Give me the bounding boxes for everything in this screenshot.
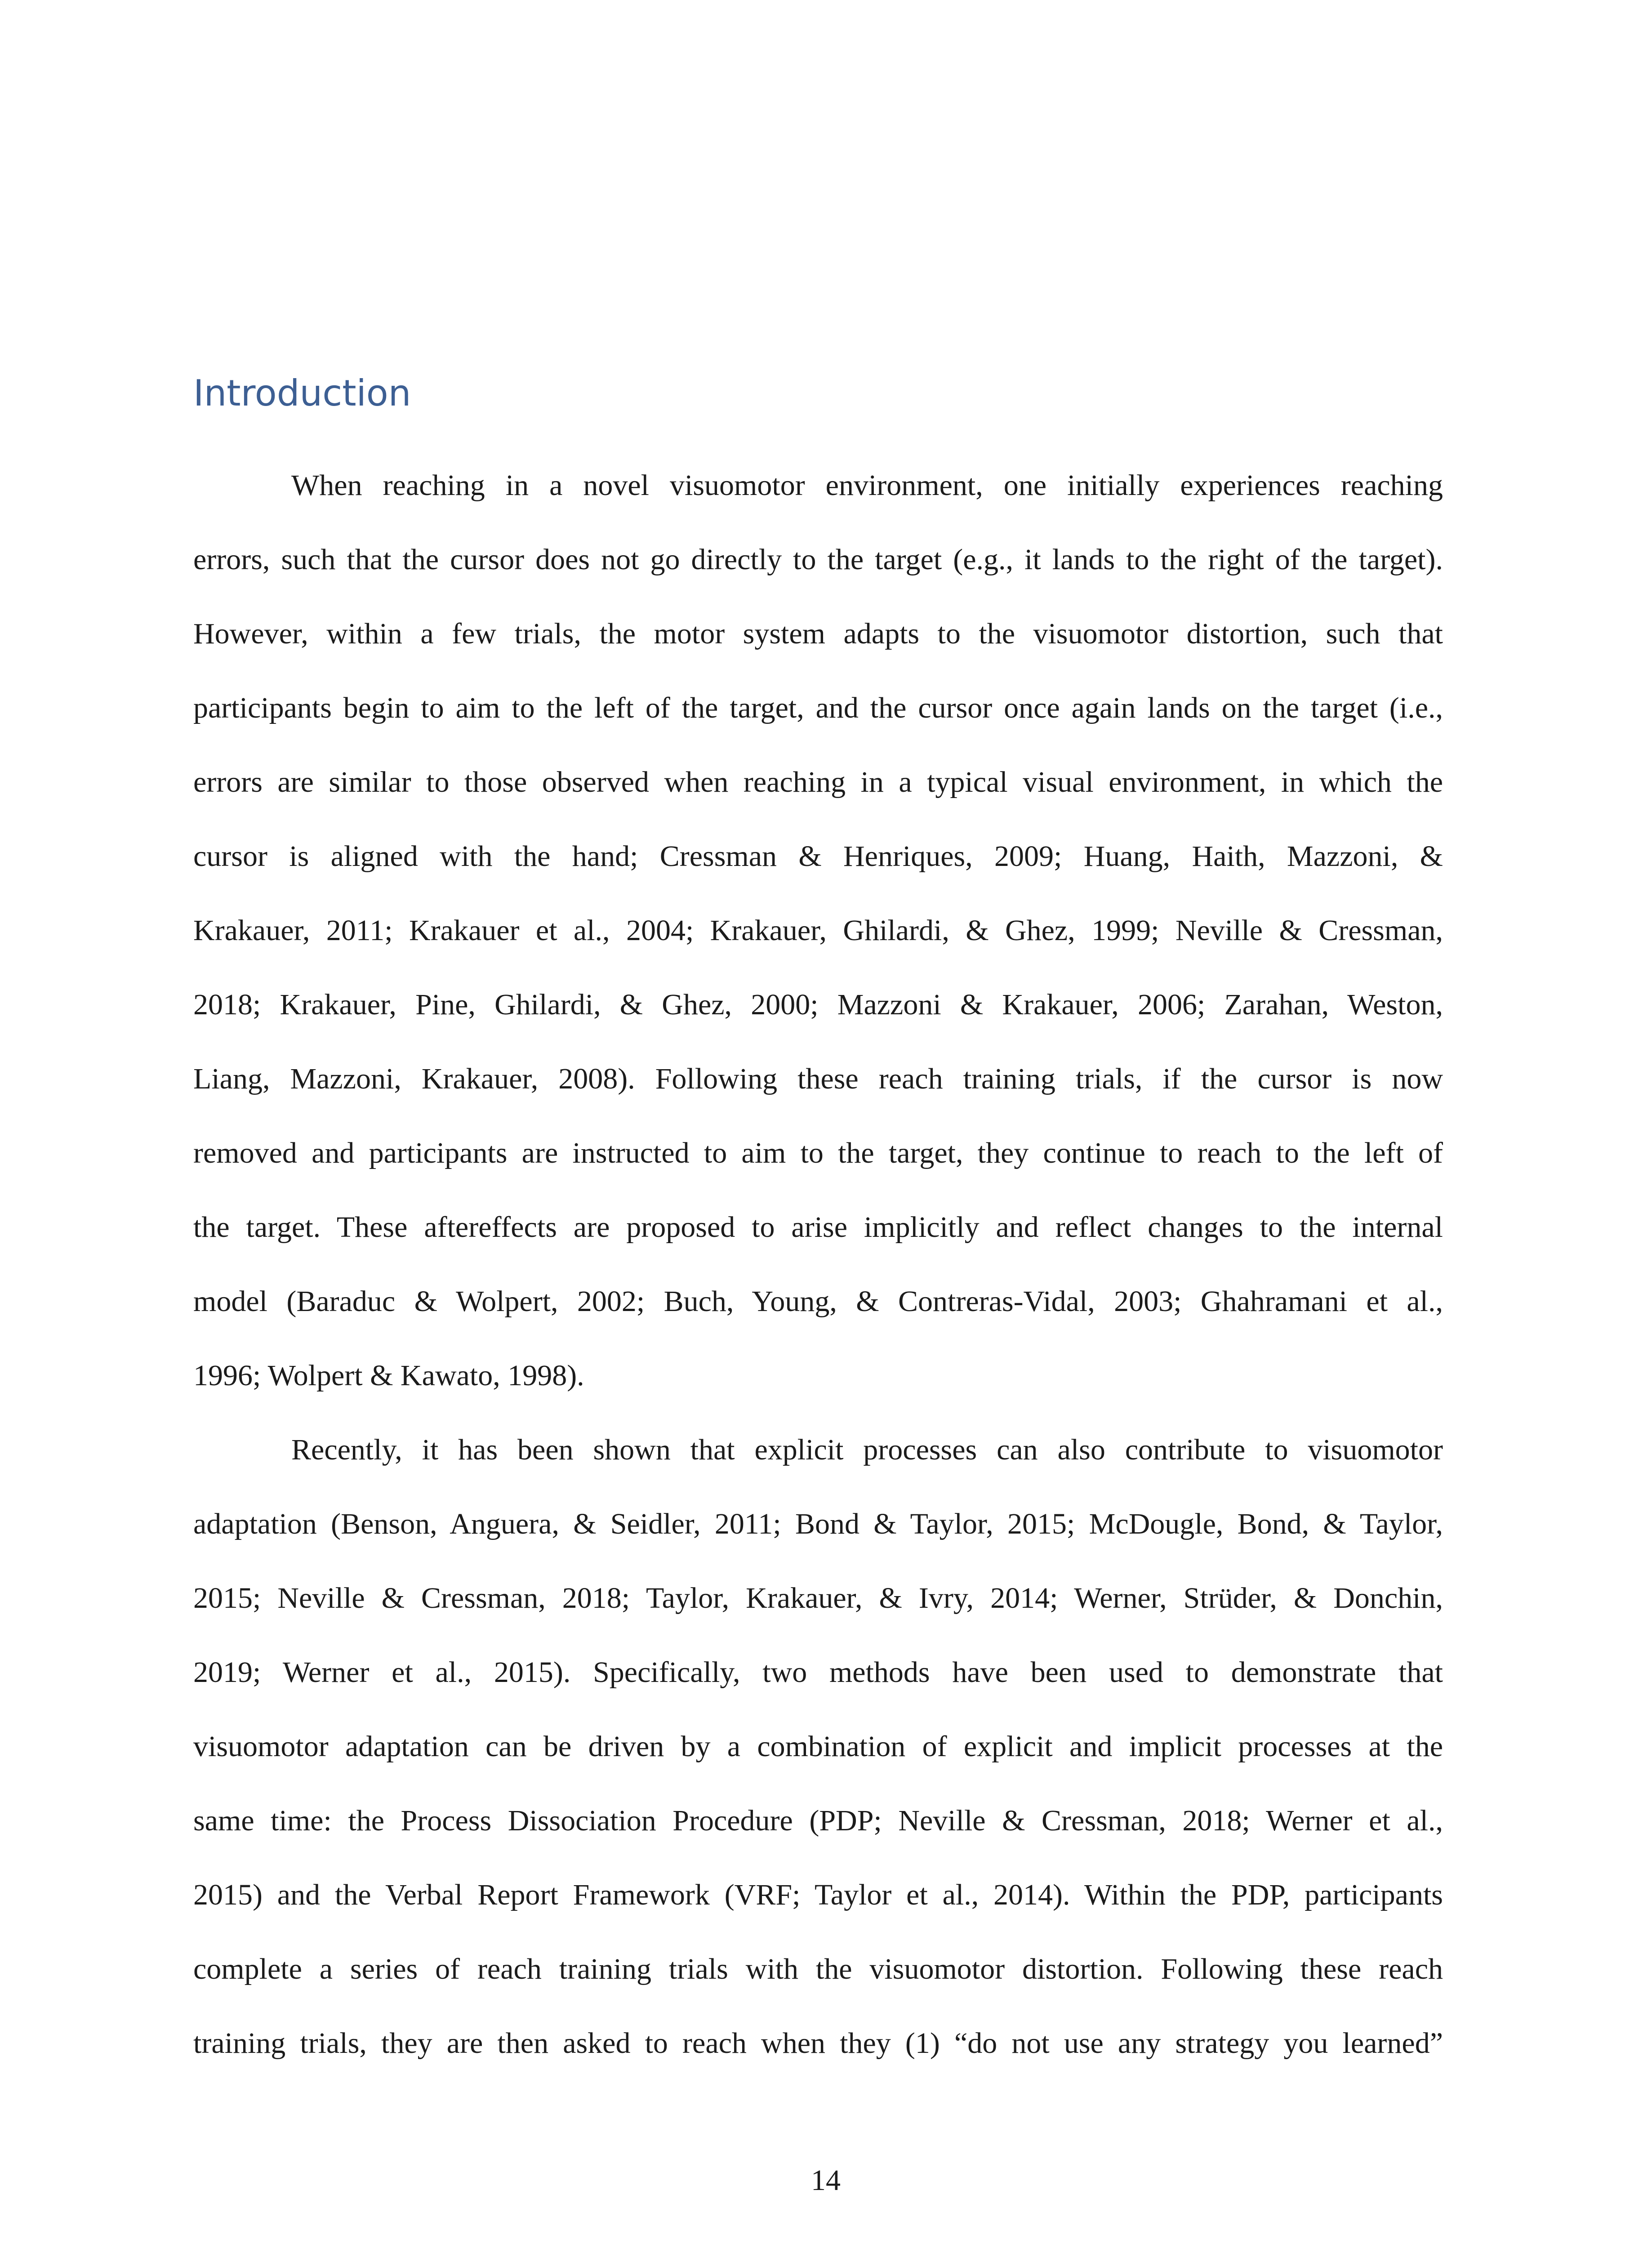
text-line: model (Baraduc & Wolpert, 2002; Buch, Young, & Contreras-Vidal, 2003; Ghahramani et al., (193, 1285, 1443, 1318)
text-line: complete a series of reach training trials with the visuomotor distortion. Following these reach (193, 1953, 1443, 1985)
text-line: errors, such that the cursor does not go directly to the target (e.g., it lands to the right of the target). (193, 543, 1443, 576)
text-line: Recently, it has been shown that explicit processes can also contribute to visuomotor (291, 1433, 1443, 1466)
text-line: 2018; Krakauer, Pine, Ghilardi, & Ghez, 2000; Mazzoni & Krakauer, 2006; Zarahan, Weston, (193, 988, 1443, 1021)
text-line: 2019; Werner et al., 2015). Specifically, two methods have been used to demonstrate that (193, 1656, 1443, 1689)
text-line: adaptation (Benson, Anguera, & Seidler, 2011; Bond & Taylor, 2015; McDougle, Bond, & Taylor, (193, 1508, 1443, 1540)
text-line: the target. These aftereffects are proposed to arise implicitly and reflect changes to the internal (193, 1211, 1443, 1244)
section-heading: Introduction (193, 372, 411, 414)
text-line: participants begin to aim to the left of the target, and the cursor once again lands on the target (i.e., (193, 691, 1443, 724)
text-line: 2015; Neville & Cressman, 2018; Taylor, Krakauer, & Ivry, 2014; Werner, Strüder, & Donchin, (193, 1582, 1443, 1615)
page-number: 14 (811, 2164, 841, 2197)
text-line: 1996; Wolpert & Kawato, 1998). (193, 1359, 584, 1392)
text-line: cursor is aligned with the hand; Cressman & Henriques, 2009; Huang, Haith, Mazzoni, & (193, 840, 1443, 873)
text-line: When reaching in a novel visuomotor environment, one initially experiences reaching (291, 469, 1443, 502)
text-line: same time: the Process Dissociation Procedure (PDP; Neville & Cressman, 2018; Werner et al., (193, 1804, 1443, 1837)
text-line: Liang, Mazzoni, Krakauer, 2008). Following these reach training trials, if the cursor is now (193, 1062, 1443, 1095)
text-line: 2015) and the Verbal Report Framework (VRF; Taylor et al., 2014). Within the PDP, participants (193, 1878, 1443, 1911)
text-line: removed and participants are instructed to aim to the target, they continue to reach to the left of (193, 1137, 1443, 1169)
text-line: visuomotor adaptation can be driven by a combination of explicit and implicit processes at the (193, 1730, 1443, 1763)
text-line: Krakauer, 2011; Krakauer et al., 2004; Krakauer, Ghilardi, & Ghez, 1999; Neville & Cressman, (193, 914, 1443, 947)
text-line: errors are similar to those observed when reaching in a typical visual environment, in which the (193, 766, 1443, 798)
text-line: training trials, they are then asked to reach when they (1) “do not use any strategy you learned” (193, 2027, 1443, 2060)
text-line: However, within a few trials, the motor system adapts to the visuomotor distortion, such that (193, 617, 1443, 650)
